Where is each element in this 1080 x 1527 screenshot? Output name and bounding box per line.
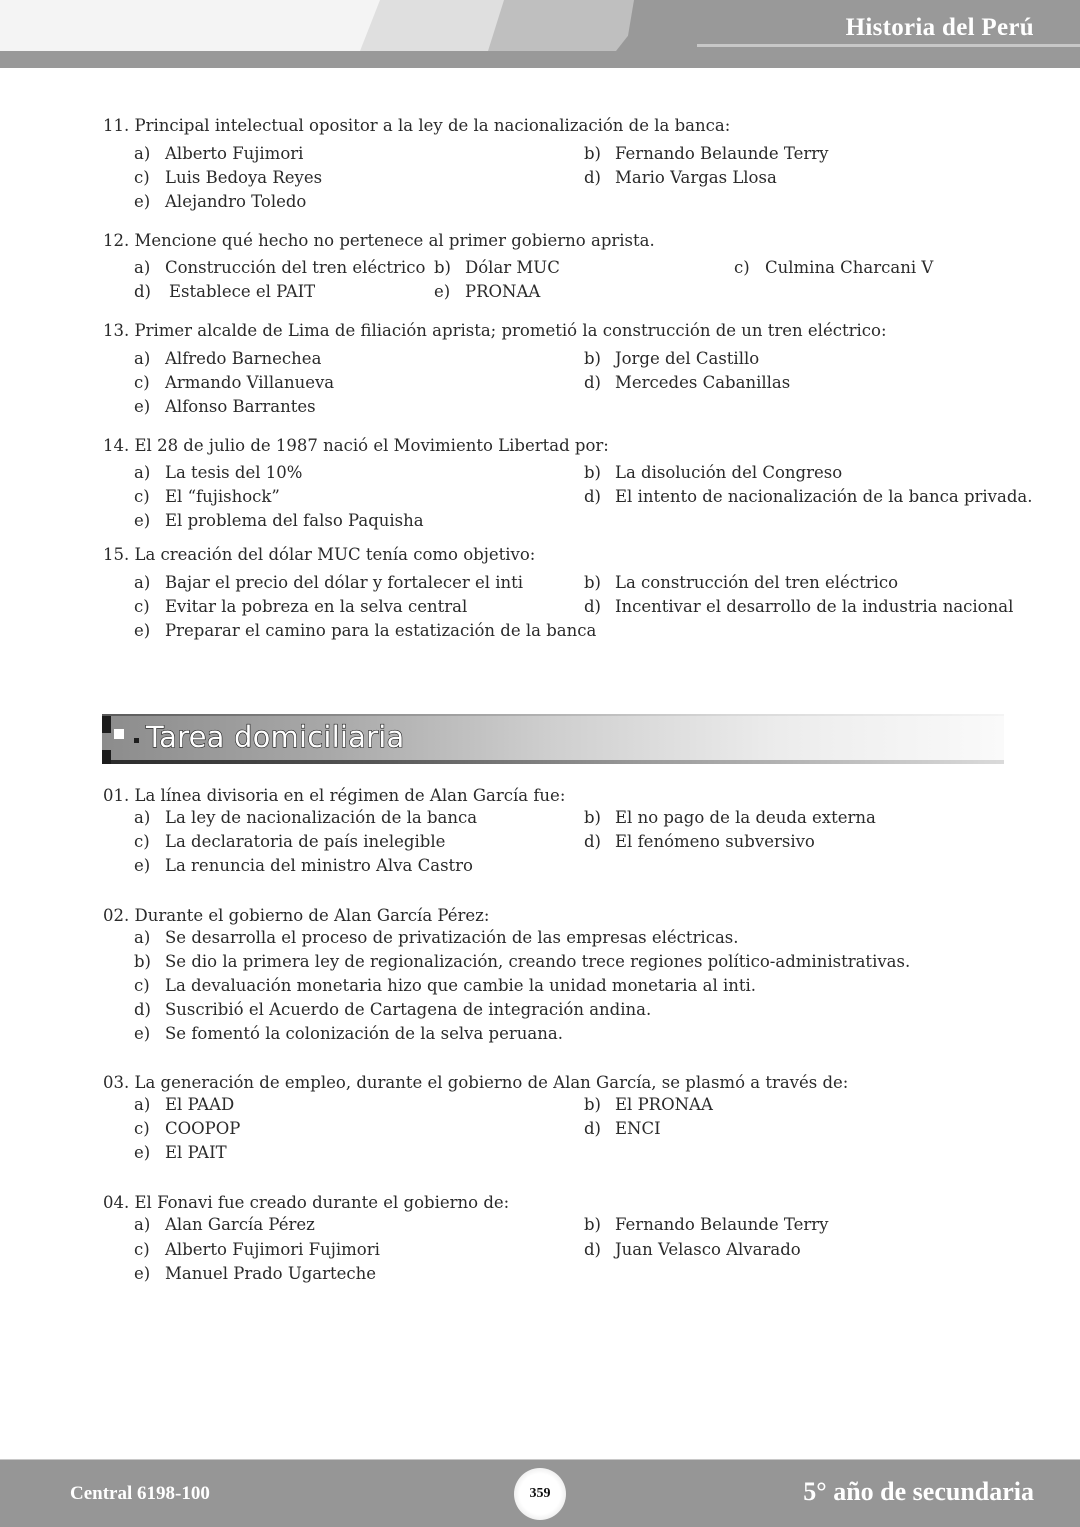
question-11 xyxy=(103,114,730,138)
page-header xyxy=(0,0,1080,68)
question-number: 15. xyxy=(103,545,130,564)
option-a: a) Construcción del tren eléctrico xyxy=(134,258,426,277)
option-d: d) Establece el PAIT xyxy=(134,282,316,301)
option-a: a) El PAAD xyxy=(134,1095,235,1114)
banner-bottom-line xyxy=(102,760,1004,764)
question-number: 04. xyxy=(103,1193,130,1212)
option-a: a) Alberto Fujimori xyxy=(134,144,304,163)
option-d: d) El fenómeno subversivo xyxy=(584,832,815,851)
question-stem: El 28 de julio de 1987 nació el Movimiento Libertad por: xyxy=(134,436,609,455)
option-b: b) Dólar MUC xyxy=(434,258,560,277)
option-d: d) ENCI xyxy=(584,1119,661,1138)
option-b: b) Fernando Belaunde Terry xyxy=(584,1215,829,1234)
option-d: d) El intento de nacionalización de la banca privada. xyxy=(584,487,1033,506)
homework-question-04 xyxy=(103,1191,509,1215)
banner-top-line xyxy=(102,714,1004,716)
page-number: 359 xyxy=(529,1486,551,1501)
section-banner xyxy=(102,714,1004,766)
header-bottom-band xyxy=(0,51,1080,67)
homework-question-03 xyxy=(103,1071,848,1095)
option-c: c) Luis Bedoya Reyes xyxy=(134,168,323,187)
question-15 xyxy=(103,543,535,567)
option-c: c) Culmina Charcani V xyxy=(734,258,934,277)
header-light-panel xyxy=(0,0,380,51)
question-stem: Primer alcalde de Lima de filiación aprista; prometió la construcción de un tren eléctrico: xyxy=(134,321,887,340)
question-13 xyxy=(103,319,887,343)
option-c: c) Evitar la pobreza en la selva central xyxy=(134,597,468,616)
option-b: b) La disolución del Congreso xyxy=(584,463,843,482)
page-footer xyxy=(0,1460,1080,1527)
question-stem: El Fonavi fue creado durante el gobierno de: xyxy=(134,1193,510,1212)
option-e: e) Manuel Prado Ugarteche xyxy=(134,1264,377,1283)
banner-block-icon xyxy=(102,750,111,764)
option-d: d) Incentivar el desarrollo de la industria nacional xyxy=(584,597,1014,616)
option-e: e) La renuncia del ministro Alva Castro xyxy=(134,856,473,875)
header-rule xyxy=(697,44,1080,47)
option-e: e) Se fomentó la colonización de la selva peruana. xyxy=(134,1024,563,1043)
page-number-badge xyxy=(514,1468,566,1520)
footer-phone: Central 6198-100 xyxy=(70,1483,210,1504)
option-a: a) Alan García Pérez xyxy=(134,1215,315,1234)
option-e: e) PRONAA xyxy=(434,282,541,301)
footer-grade: 5° año de secundaria xyxy=(803,1477,1034,1506)
option-c: c) Armando Villanueva xyxy=(134,373,335,392)
option-e: e) Alfonso Barrantes xyxy=(134,397,316,416)
question-number: 14. xyxy=(103,436,130,455)
option-d: d) Juan Velasco Alvarado xyxy=(584,1240,801,1259)
option-e: e) Alejandro Toledo xyxy=(134,192,307,211)
banner-block-icon xyxy=(102,716,111,733)
banner-square-icon xyxy=(114,729,124,739)
option-d: d) Suscribió el Acuerdo de Cartagena de integración andina. xyxy=(134,1000,652,1019)
option-c: c) La devaluación monetaria hizo que cambie la unidad monetaria al inti. xyxy=(134,976,757,995)
option-e: e) El PAIT xyxy=(134,1143,227,1162)
option-b: b) Jorge del Castillo xyxy=(584,349,760,368)
homework-question-01 xyxy=(103,784,565,808)
question-stem: La línea divisoria en el régimen de Alan García fue: xyxy=(134,786,566,805)
option-b: b) Fernando Belaunde Terry xyxy=(584,144,829,163)
option-a: a) Se desarrolla el proceso de privatización de las empresas eléctricas. xyxy=(134,928,739,947)
question-stem: La generación de empleo, durante el gobierno de Alan García, se plasmó a través de: xyxy=(134,1073,849,1092)
question-stem: Mencione qué hecho no pertenece al primer gobierno aprista. xyxy=(134,231,655,250)
option-b: b) Se dio la primera ley de regionalización, creando trece regiones político-administrativas. xyxy=(134,952,911,971)
option-e: e) Preparar el camino para la estatización de la banca xyxy=(134,621,597,640)
question-stem: Principal intelectual opositor a la ley de la nacionalización de la banca: xyxy=(134,116,731,135)
option-c: c) El “fujishock” xyxy=(134,487,280,506)
banner-dot-icon xyxy=(134,738,139,743)
question-stem: Durante el gobierno de Alan García Pérez: xyxy=(134,906,490,925)
option-e: e) El problema del falso Paquisha xyxy=(134,511,424,530)
option-a: a) Alfredo Barnechea xyxy=(134,349,322,368)
option-d: d) Mario Vargas Llosa xyxy=(584,168,777,187)
question-12 xyxy=(103,229,655,253)
header-dark-panel xyxy=(488,0,634,51)
book-title: Historia del Perú xyxy=(845,14,1034,41)
option-c: c) Alberto Fujimori Fujimori xyxy=(134,1240,380,1259)
option-b: b) El PRONAA xyxy=(584,1095,713,1114)
question-14 xyxy=(103,434,609,458)
option-b: b) La construcción del tren eléctrico xyxy=(584,573,899,592)
question-stem: La creación del dólar MUC tenía como objetivo: xyxy=(134,545,536,564)
question-number: 01. xyxy=(103,786,130,805)
section-title: Tarea domiciliaria xyxy=(146,720,405,754)
option-c: c) COOPOP xyxy=(134,1119,241,1138)
homework-question-02 xyxy=(103,904,489,928)
question-number: 03. xyxy=(103,1073,130,1092)
option-c: c) La declaratoria de país inelegible xyxy=(134,832,446,851)
question-number: 02. xyxy=(103,906,130,925)
option-d: d) Mercedes Cabanillas xyxy=(584,373,791,392)
option-b: b) El no pago de la deuda externa xyxy=(584,808,876,827)
question-number: 12. xyxy=(103,231,130,250)
option-a: a) La ley de nacionalización de la banca xyxy=(134,808,478,827)
option-a: a) Bajar el precio del dólar y fortalecer el inti xyxy=(134,573,524,592)
option-a: a) La tesis del 10% xyxy=(134,463,303,482)
question-number: 13. xyxy=(103,321,130,340)
question-number: 11. xyxy=(103,116,130,135)
